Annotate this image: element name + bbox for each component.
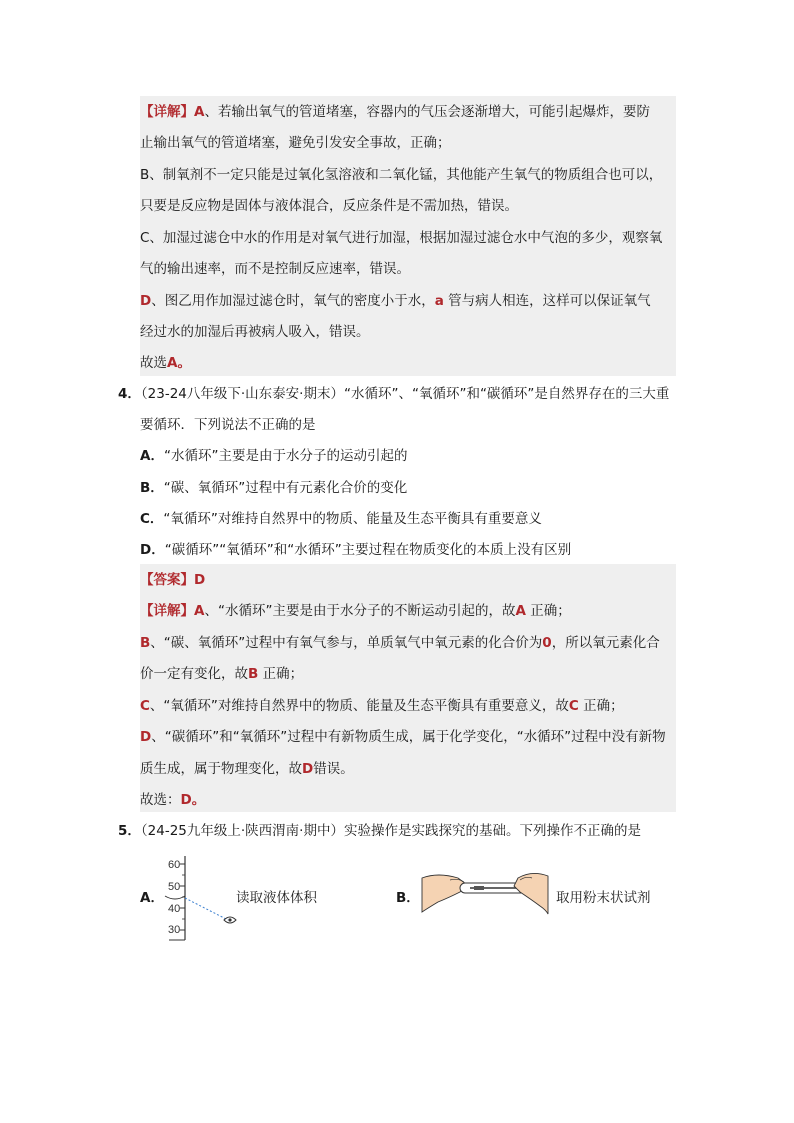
q5-option-a-caption: 读取液体体积 bbox=[236, 890, 317, 906]
q4-explain-line-6: 质生成，属于物理变化，故D错误。 bbox=[140, 761, 354, 777]
left-hand bbox=[422, 875, 466, 912]
q3-conclusion: 故选A。 bbox=[140, 355, 191, 371]
q3-explain-line-5: C、加湿过滤仓中水的作用是对氧气进行加湿，根据加湿过滤仓水中气泡的多少，观察氧 bbox=[140, 230, 663, 246]
q4-answer: 【答案】D bbox=[140, 572, 206, 588]
q4-explain-line-4: C、“氧循环”对维持自然界中的物质、能量及生态平衡具有重要意义，故C 正确； bbox=[140, 698, 624, 714]
q3-explain-line-7: D、图乙用作加湿过滤仓时，氧气的密度小于水，a 管与病人相连，这样可以保证氧气 bbox=[140, 293, 651, 309]
q5-number: 5． bbox=[118, 823, 141, 839]
q5-stem: 5．（24-25九年级上·陕西渭南·期中）实验操作是实践探究的基础。下列操作不正确的是 bbox=[118, 823, 641, 839]
q4-explain-line-2: B、“碳、氧循环”过程中有氧气参与，单质氧气中氧元素的化合价为0，所以氧元素化合 bbox=[140, 635, 660, 651]
tick-label-60: 60 bbox=[168, 859, 181, 871]
q3-explain-line-2: 止输出氧气的管道堵塞，避免引发安全事故，正确； bbox=[140, 135, 451, 151]
meniscus bbox=[165, 896, 185, 899]
q3-explain-line-8: 经过水的加湿后再被病人吸入，错误。 bbox=[140, 324, 370, 340]
tick-label-50: 50 bbox=[168, 881, 181, 893]
q3-explain-line-3: B、制氧剂不一定只能是过氧化氢溶液和二氧化锰，其他能产生氧气的物质组合也可以， bbox=[140, 167, 663, 183]
q4-conclusion: 故选：D。 bbox=[140, 792, 206, 808]
q3-explain-line-4: 只要是反应物是固体与液体混合，反应条件是不需加热，错误。 bbox=[140, 198, 518, 214]
explain-tag: 【详解】 bbox=[140, 104, 194, 120]
q3-explain-line-6: 气的输出速率，而不是控制反应速率，错误。 bbox=[140, 261, 410, 277]
sight-line bbox=[185, 898, 228, 920]
tick-label-30: 30 bbox=[168, 924, 181, 936]
tick-label-40: 40 bbox=[168, 903, 181, 915]
q4-number: 4． bbox=[118, 386, 141, 402]
right-hand bbox=[514, 873, 548, 914]
q5-option-b-label: B． bbox=[396, 890, 420, 906]
q4-option-a: A．“水循环”主要是由于水分子的运动引起的 bbox=[140, 448, 408, 464]
q4-explain-line-5: D、“碳循环”和“氧循环”过程中有新物质生成，属于化学变化，“水循环”过程中没有新物 bbox=[140, 729, 666, 745]
q5-option-b-caption: 取用粉末状试剂 bbox=[556, 890, 651, 906]
q4-stem-line-2: 要循环．下列说法不正确的是 bbox=[140, 417, 316, 433]
powder-reagent-figure bbox=[420, 868, 550, 928]
q5-option-a-label: A． bbox=[140, 890, 164, 906]
q4-option-c: C．“氧循环”对维持自然界中的物质、能量及生态平衡具有重要意义 bbox=[140, 511, 542, 527]
q3-explain-line-1: 【详解】A、若输出氧气的管道堵塞，容器内的气压会逐渐增大，可能引起爆炸，要防 bbox=[140, 104, 650, 120]
q4-option-d: D．“碳循环”“氧循环”和“水循环”主要过程在物质变化的本质上没有区别 bbox=[140, 542, 572, 558]
graduated-cylinder-figure bbox=[160, 852, 240, 942]
q4-explain-line-3: 价一定有变化，故B 正确； bbox=[140, 666, 304, 682]
q4-explain-line-1: 【详解】A、“水循环”主要是由于水分子的不断运动引起的，故A 正确； bbox=[140, 603, 571, 619]
q4-stem-line-1: 4．（23-24八年级下·山东泰安·期末）“水循环”、“氧循环”和“碳循环”是自然界存在的三大重 bbox=[118, 386, 670, 402]
q4-option-b: B．“碳、氧循环”过程中有元素化合价的变化 bbox=[140, 480, 408, 496]
